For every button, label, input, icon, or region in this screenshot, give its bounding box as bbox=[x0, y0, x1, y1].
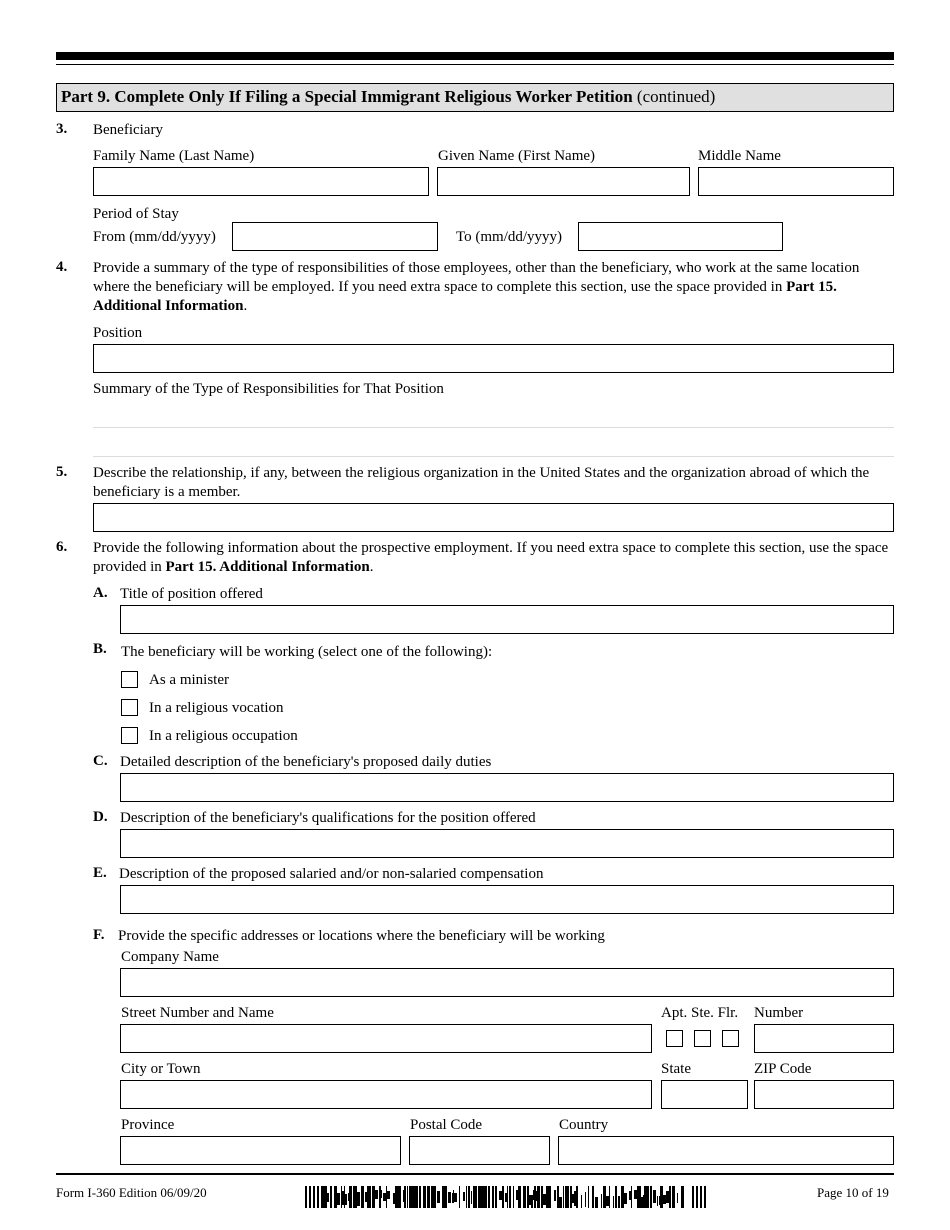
street-label: Street Number and Name bbox=[121, 1005, 274, 1021]
apt-checkbox[interactable] bbox=[666, 1030, 683, 1047]
period-of-stay-label: Period of Stay bbox=[93, 206, 179, 222]
position-label: Position bbox=[93, 325, 143, 341]
q6d-label: Description of the beneficiary's qualifications for the position offered bbox=[120, 810, 536, 826]
q6f-letter: F. bbox=[93, 927, 105, 943]
q6a-letter: A. bbox=[93, 585, 108, 601]
country-label: Country bbox=[559, 1117, 609, 1133]
summary-field[interactable] bbox=[93, 427, 894, 457]
number-label: Number bbox=[754, 1005, 804, 1021]
q6d-letter: D. bbox=[93, 809, 108, 825]
top-rule-thin bbox=[56, 64, 894, 65]
apt-number-field[interactable] bbox=[754, 1024, 894, 1053]
daily-duties-field[interactable] bbox=[120, 773, 894, 802]
religious-occupation-label: In a religious occupation bbox=[149, 728, 298, 744]
middle-name-field[interactable] bbox=[698, 167, 894, 196]
family-name-label: Family Name (Last Name) bbox=[93, 148, 255, 164]
company-name-field[interactable] bbox=[120, 968, 894, 997]
q3-number: 3. bbox=[56, 121, 68, 137]
religious-vocation-checkbox[interactable] bbox=[121, 699, 138, 716]
state-label: State bbox=[661, 1061, 691, 1077]
minister-label: As a minister bbox=[149, 672, 229, 688]
company-name-label: Company Name bbox=[121, 949, 219, 965]
postal-code-label: Postal Code bbox=[410, 1117, 483, 1133]
top-rule-thick bbox=[56, 52, 894, 60]
q6e-letter: E. bbox=[93, 865, 107, 881]
q6a-label: Title of position offered bbox=[120, 586, 263, 602]
q3-label: Beneficiary bbox=[93, 122, 163, 138]
qualifications-field[interactable] bbox=[120, 829, 894, 858]
from-date-label: From (mm/dd/yyyy) bbox=[93, 229, 216, 245]
from-date-field[interactable] bbox=[232, 222, 438, 251]
zip-field[interactable] bbox=[754, 1080, 894, 1109]
q6e-label: Description of the proposed salaried and/or non-salaried compensation bbox=[119, 866, 544, 882]
city-field[interactable] bbox=[120, 1080, 652, 1109]
ste-checkbox[interactable] bbox=[694, 1030, 711, 1047]
given-name-field[interactable] bbox=[437, 167, 690, 196]
part-header bbox=[56, 83, 894, 112]
q4-number: 4. bbox=[56, 259, 68, 275]
part-continued: (continued) bbox=[636, 87, 716, 106]
given-name-label: Given Name (First Name) bbox=[438, 148, 596, 164]
province-field[interactable] bbox=[120, 1136, 401, 1165]
apt-ste-flr-label: Apt. Ste. Flr. bbox=[661, 1005, 739, 1021]
barcode-icon bbox=[305, 1186, 712, 1208]
zip-label: ZIP Code bbox=[754, 1061, 812, 1077]
footer-rule bbox=[56, 1173, 894, 1175]
relationship-field[interactable] bbox=[93, 503, 894, 532]
to-date-label: To (mm/dd/yyyy) bbox=[456, 229, 563, 245]
q6-number: 6. bbox=[56, 539, 68, 555]
q6-text: Provide the following information about the prospective employment. If you need extra space to complete this section, use the space provided in Part 15. Additional Information. bbox=[93, 540, 889, 575]
q5-text: Describe the relationship, if any, between the religious organization in the United States and the organization abroad of which the beneficiary is a member. bbox=[93, 465, 870, 500]
q5-number: 5. bbox=[56, 464, 68, 480]
middle-name-label: Middle Name bbox=[698, 148, 781, 164]
postal-code-field[interactable] bbox=[409, 1136, 550, 1165]
city-label: City or Town bbox=[121, 1061, 201, 1077]
religious-vocation-label: In a religious vocation bbox=[149, 700, 284, 716]
minister-checkbox[interactable] bbox=[121, 671, 138, 688]
to-date-field[interactable] bbox=[578, 222, 783, 251]
title-of-position-field[interactable] bbox=[120, 605, 894, 634]
summary-label: Summary of the Type of Responsibilities for That Position bbox=[93, 381, 444, 397]
religious-occupation-checkbox[interactable] bbox=[121, 727, 138, 744]
q6f-label: Provide the specific addresses or locations where the beneficiary will be working bbox=[118, 928, 605, 944]
form-edition: Form I-360 Edition 06/09/20 bbox=[56, 1185, 207, 1200]
q6c-label: Detailed description of the beneficiary's proposed daily duties bbox=[120, 754, 492, 770]
q4-text: Provide a summary of the type of responsibilities of those employees, other than the beneficiary, who work at the same location where the beneficiary will be employed. If you need extra space to complete this section, use the space provided in Part 15. Additional Information. bbox=[93, 260, 860, 314]
street-field[interactable] bbox=[120, 1024, 652, 1053]
page-number: Page 10 of 19 bbox=[817, 1185, 889, 1200]
compensation-field[interactable] bbox=[120, 885, 894, 914]
flr-checkbox[interactable] bbox=[722, 1030, 739, 1047]
country-field[interactable] bbox=[558, 1136, 894, 1165]
q6c-letter: C. bbox=[93, 753, 108, 769]
state-field[interactable] bbox=[661, 1080, 748, 1109]
q6b-letter: B. bbox=[93, 641, 107, 657]
q6b-label: The beneficiary will be working (select one of the following): bbox=[121, 644, 493, 660]
position-field[interactable] bbox=[93, 344, 894, 373]
province-label: Province bbox=[121, 1117, 175, 1133]
part-title: Part 9. Complete Only If Filing a Special Immigrant Religious Worker Petition bbox=[61, 87, 633, 106]
family-name-field[interactable] bbox=[93, 167, 429, 196]
